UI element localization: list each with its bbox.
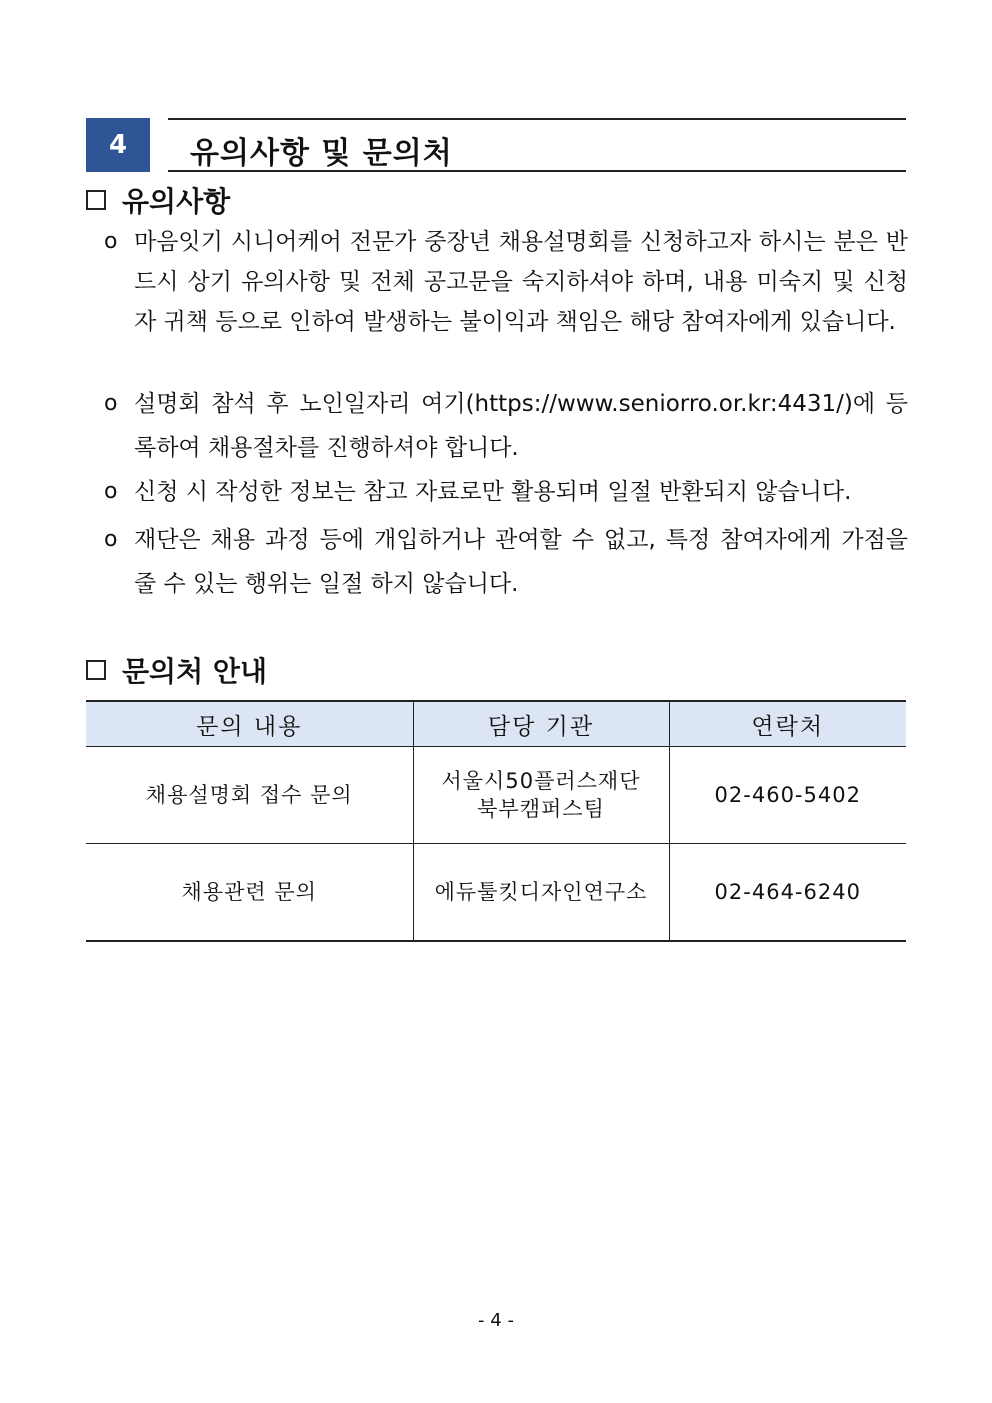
cell-topic: 채용설명회 접수 문의 (86, 747, 413, 844)
table-header-row (86, 701, 906, 747)
cell-organization (413, 844, 669, 942)
note-item-3 (104, 472, 908, 512)
bullet-circle-icon: o (104, 391, 118, 416)
cell-organization (413, 747, 669, 844)
bullet-circle-icon: o (104, 229, 118, 254)
table-row (86, 844, 906, 942)
note-item-1 (104, 222, 908, 342)
cell-phone: 02-460-5402 (669, 747, 906, 844)
notes-heading-text: 유의사항 (122, 185, 231, 218)
bullet-circle-icon: o (104, 479, 118, 504)
header-phone: 연락처 (669, 701, 906, 747)
section-header (86, 118, 906, 172)
note-item-2 (104, 382, 908, 470)
notes-heading (86, 180, 230, 220)
checkbox-square-icon (86, 190, 106, 210)
note-text: 신청 시 작성한 정보는 참고 자료로만 활용되며 일절 반환되지 않습니다. (134, 479, 852, 505)
contact-table (86, 700, 906, 942)
note-text: 마음잇기 시니어케어 전문가 중장년 채용설명회를 신청하고자 하시는 분은 반드시 상기 유의사항 및 전체 공고문을 숙지하셔야 하며, 내용 미숙지 및 신청자 귀책 등으로 인하여 발생하는 불이익과 책임은 해당 참여자에게 있습니다. (134, 229, 908, 335)
contact-heading (86, 650, 267, 690)
header-organization: 담당 기관 (413, 701, 669, 747)
note-text: 설명회 참석 후 노인일자리 여기(https://www.seniorro.or.kr:4431/)에 등록하여 채용절차를 진행하셔야 합니다. (134, 391, 908, 461)
header-topic: 문의 내용 (86, 701, 413, 747)
checkbox-square-icon (86, 660, 106, 680)
org-line: 북부캠퍼스팀 (477, 797, 605, 821)
page-number: - 4 - (478, 1310, 514, 1331)
bullet-circle-icon: o (104, 527, 118, 552)
section-title: 유의사항 및 문의처 (190, 136, 453, 171)
org-line: 서울시50플러스재단 (441, 769, 641, 793)
note-text: 재단은 채용 과정 등에 개입하거나 관여할 수 없고, 특정 참여자에게 가점을 줄 수 있는 행위는 일절 하지 않습니다. (134, 527, 908, 597)
note-item-4 (104, 518, 908, 606)
cell-topic: 채용관련 문의 (86, 844, 413, 942)
cell-phone: 02-464-6240 (669, 844, 906, 942)
org-line: 에듀툴킷디자인연구소 (434, 880, 648, 904)
contact-heading-text: 문의처 안내 (122, 655, 267, 688)
table-row (86, 747, 906, 844)
section-title-bar (168, 118, 906, 172)
section-number-badge: 4 (86, 118, 150, 172)
